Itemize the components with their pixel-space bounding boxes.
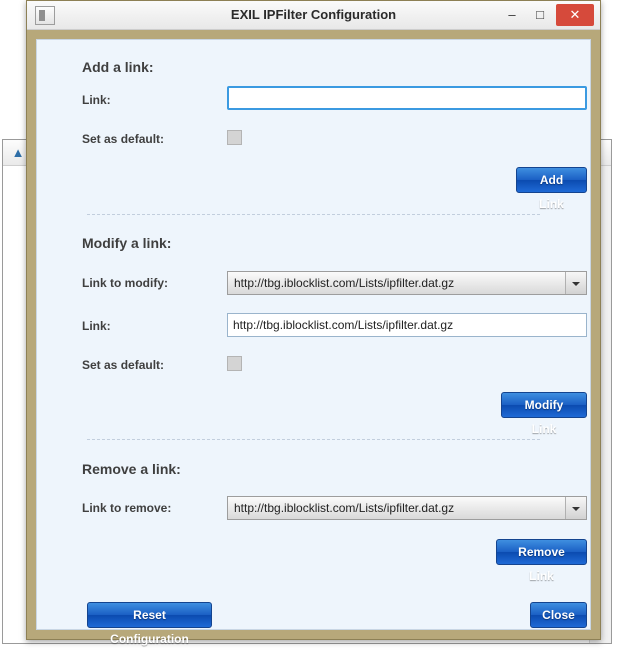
- add-section-title: Add a link:: [82, 59, 154, 75]
- modify-default-label: Set as default:: [82, 358, 165, 372]
- add-default-label: Set as default:: [82, 132, 165, 146]
- add-link-label: Link:: [82, 93, 111, 107]
- divider-2: [87, 439, 540, 440]
- close-window-button[interactable]: ✕: [556, 4, 594, 26]
- divider-1: [87, 214, 540, 215]
- remove-link-select-value: http://tbg.iblocklist.com/Lists/ipfilter.dat.gz: [234, 501, 455, 515]
- modify-set-default-checkbox[interactable]: [227, 356, 242, 371]
- add-link-button[interactable]: Add Link: [516, 167, 587, 193]
- modify-link-button[interactable]: Modify Link: [501, 392, 587, 418]
- dialog-content: [36, 39, 591, 646]
- chevron-down-icon[interactable]: [565, 497, 586, 519]
- remove-select-label: Link to remove:: [82, 501, 172, 515]
- modify-link-input[interactable]: [227, 313, 587, 337]
- maximize-button[interactable]: □: [526, 4, 554, 26]
- window-title: EXIL IPFilter Configuration: [230, 7, 397, 22]
- modify-link-select-value: http://tbg.iblocklist.com/Lists/ipfilter.dat.gz: [234, 276, 455, 290]
- reset-configuration-button[interactable]: Reset Configuration: [87, 602, 212, 628]
- modify-link-select[interactable]: [227, 271, 587, 295]
- modify-link-label: Link:: [82, 319, 111, 333]
- minimize-button[interactable]: –: [498, 4, 526, 26]
- chevron-down-icon[interactable]: [565, 272, 586, 294]
- titlebar: [27, 1, 600, 30]
- remove-link-button[interactable]: Remove Link: [496, 539, 587, 565]
- add-set-default-checkbox[interactable]: [227, 130, 242, 145]
- remove-section-title: Remove a link:: [82, 461, 181, 477]
- remove-link-select[interactable]: [227, 496, 587, 520]
- close-button[interactable]: Close: [530, 602, 587, 628]
- modify-select-label: Link to modify:: [82, 276, 168, 290]
- ipfilter-configuration-window: [26, 0, 601, 646]
- modify-section-title: Modify a link:: [82, 235, 172, 251]
- add-link-input[interactable]: [227, 86, 587, 110]
- background-window-icon: ▲: [11, 145, 25, 160]
